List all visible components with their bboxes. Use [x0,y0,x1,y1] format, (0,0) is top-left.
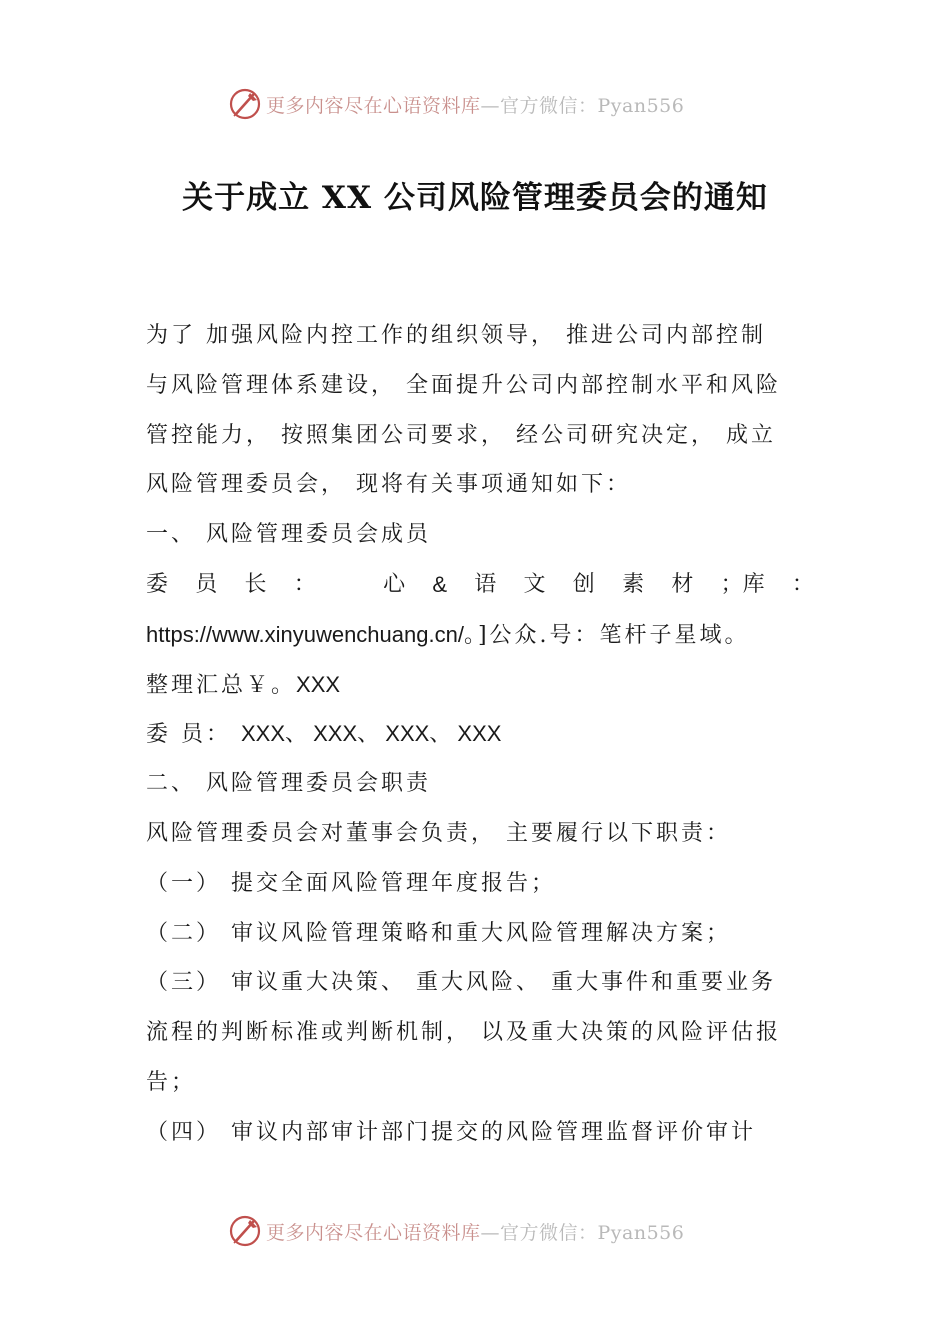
watermark-dash: — [480,94,501,117]
document-body [146,311,814,1158]
chair-char: 材 [671,571,694,597]
section-1-heading: 一、 风险管理委员会成员 [146,522,431,548]
intro-line-1: 为了 加强风险内控工作的组织领导， 推进公司内部控制 [146,323,766,348]
chair-char: 长 [244,571,267,597]
pen-logo-icon [228,1214,262,1248]
watermark-text [266,91,684,118]
chair-char: 素 [622,571,645,597]
members-line [146,709,814,759]
chair-char: ： [293,571,316,597]
watermark-text [266,1218,684,1245]
watermark-main-text: 更多内容尽在心语资料库 [266,94,481,117]
chair-char: 语 [474,571,497,597]
chair-line-3 [146,660,814,710]
watermark-main-text: 更多内容尽在心语资料库 [266,1221,481,1244]
chair-url-tail: 。]公众.号：笔杆子星域。 [463,622,750,648]
duty-3-line-3: 告； [146,1069,197,1095]
intro-line-2: 与风险管理体系建设， 全面提升公司内部控制水平和风险 [146,372,781,398]
section-2-heading: 二、 风险管理委员会职责 [146,771,431,797]
chair-char: 员 [195,571,218,597]
chair-line-1 [146,560,814,610]
watermark-wechat-text: 官方微信：Pyan556 [500,1221,685,1244]
duty-3-line-1: （三） 审议重大决策、 重大风险、 重大事件和重要业务 [146,970,776,996]
document-title: 关于成立 XX 公司风险管理委员会的通知 [182,180,768,216]
watermark-wechat-text: 官方微信：Pyan556 [500,94,685,117]
chair-char: 委 [146,571,169,597]
pen-logo-icon [228,87,262,121]
watermark-dash: — [480,1221,501,1244]
chair-line3-prefix: 整理汇总￥。 [146,672,297,698]
chair-char: ；库 [720,571,765,597]
duty-1: （一） 提交全面风险管理年度报告； [146,870,556,896]
chair-name: XXX [296,671,341,697]
chair-char: 创 [572,571,595,597]
duties-intro: 风险管理委员会对董事会负责， 主要履行以下职责： [146,820,731,846]
chair-line-2 [146,610,814,660]
duty-4: （四） 审议内部审计部门提交的风险管理监督评价审计 [146,1119,756,1145]
footer-watermark [228,1211,748,1251]
chair-char: & [432,571,448,597]
duty-3-line-2: 流程的判断标准或判断机制， 以及重大决策的风险评估报 [146,1020,781,1046]
duty-2: （二） 审议风险管理策略和重大风险管理解决方案； [146,920,731,946]
intro-line-3: 管控能力， 按照集团公司要求， 经公司研究决定， 成立 [146,422,776,448]
chair-char: 心 [383,571,406,597]
members-label: 委 员： [146,722,231,748]
chair-char: 文 [523,571,546,597]
chair-char: ： [791,571,814,597]
intro-line-4: 风险管理委员会， 现将有关事项通知如下： [146,472,631,498]
chair-url-link[interactable]: https://www.xinyuwenchuang.cn/ [146,621,464,647]
members-names: XXX、 XXX、 XXX、 XXX [241,721,502,747]
header-watermark [228,84,748,124]
